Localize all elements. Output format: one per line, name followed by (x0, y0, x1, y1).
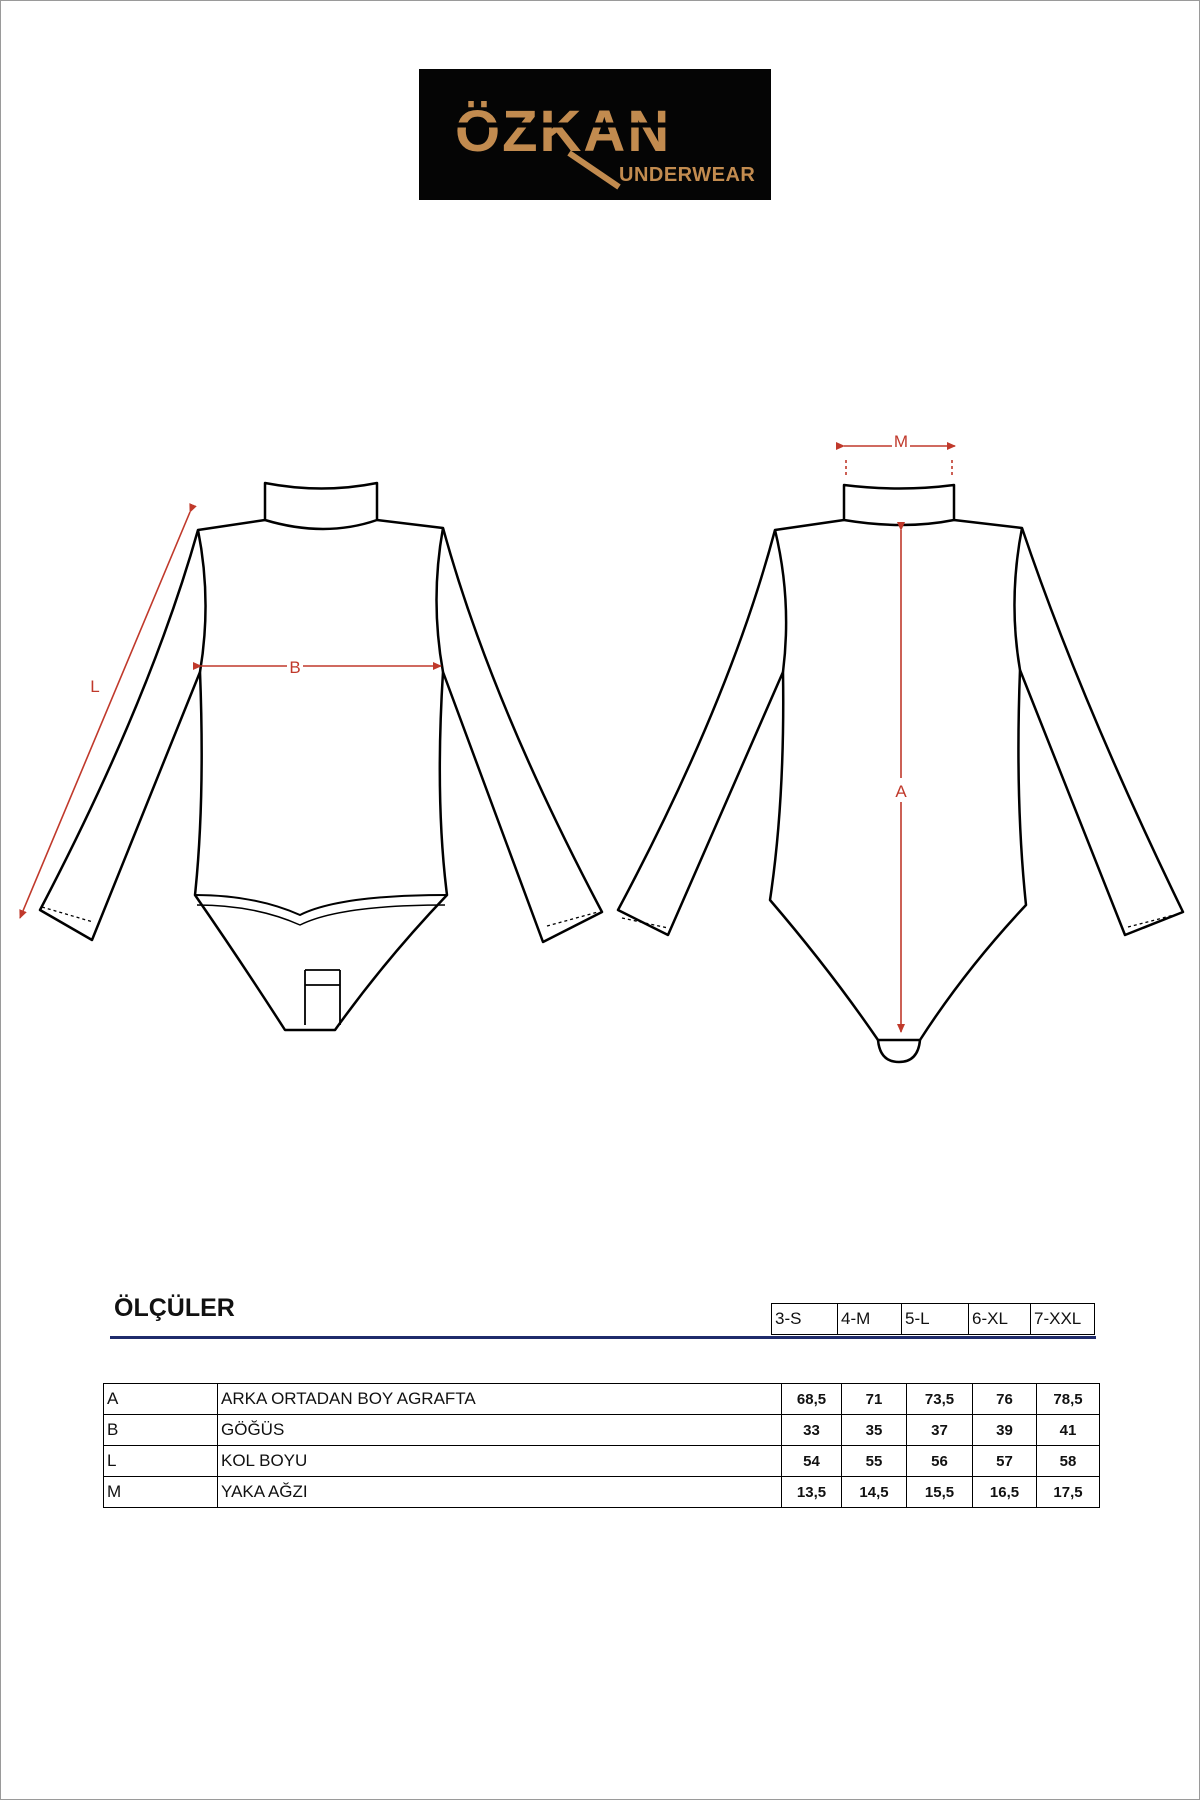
measure-value: 56 (907, 1446, 973, 1477)
back-armhole-left (775, 530, 786, 672)
front-armhole-left (198, 530, 206, 672)
measure-name: ARKA ORTADAN BOY AGRAFTA (218, 1384, 782, 1415)
measure-value: 71 (842, 1384, 907, 1415)
sleeve-length-arrow-L (20, 512, 190, 918)
measure-name: KOL BOYU (218, 1446, 782, 1477)
measure-name: YAKA AĞZI (218, 1477, 782, 1508)
measure-value: 17,5 (1037, 1477, 1100, 1508)
front-view (40, 483, 602, 1030)
measure-code: M (104, 1477, 218, 1508)
table-row (104, 1384, 1100, 1415)
measure-value: 13,5 (782, 1477, 842, 1508)
measure-value: 41 (1037, 1415, 1100, 1446)
size-label: 3-S (772, 1304, 838, 1335)
size-chart-title: ÖLÇÜLER (114, 1294, 235, 1322)
brand-tagline: UNDERWEAR (619, 164, 756, 186)
measure-code: A (104, 1384, 218, 1415)
measure-value: 16,5 (973, 1477, 1037, 1508)
measure-code: L (104, 1446, 218, 1477)
measure-value: 15,5 (907, 1477, 973, 1508)
measure-value: 76 (973, 1384, 1037, 1415)
measure-value: 37 (907, 1415, 973, 1446)
label-M: M (893, 432, 909, 451)
measure-value: 68,5 (782, 1384, 842, 1415)
front-body-outline (40, 520, 602, 1030)
measure-value: 54 (782, 1446, 842, 1477)
measure-value: 55 (842, 1446, 907, 1477)
table-row (104, 1446, 1100, 1477)
front-gusset (305, 970, 340, 1025)
title-rule (110, 1336, 1096, 1339)
back-crotch-band (878, 1040, 920, 1062)
measure-value: 73,5 (907, 1384, 973, 1415)
table-row (104, 1477, 1100, 1508)
front-dimensions (20, 512, 441, 918)
size-label: 6-XL (969, 1304, 1031, 1335)
size-header-row (772, 1304, 1095, 1335)
label-L: L (90, 677, 100, 696)
measure-value: 57 (973, 1446, 1037, 1477)
measure-value: 39 (973, 1415, 1037, 1446)
brand-name: ÖZKAN (455, 99, 672, 164)
measure-value: 78,5 (1037, 1384, 1100, 1415)
back-collar (844, 485, 954, 525)
measurement-table (103, 1383, 1100, 1508)
size-label: 5-L (902, 1304, 969, 1335)
size-header (771, 1303, 1095, 1335)
front-armhole-right (437, 528, 444, 672)
measure-name: GÖĞÜS (218, 1415, 782, 1446)
measure-value: 35 (842, 1415, 907, 1446)
measure-code: B (104, 1415, 218, 1446)
size-label: 4-M (838, 1304, 902, 1335)
measure-value: 58 (1037, 1446, 1100, 1477)
back-armhole-right (1014, 528, 1022, 670)
measure-value: 33 (782, 1415, 842, 1446)
measure-value: 14,5 (842, 1477, 907, 1508)
size-label: 7-XXL (1031, 1304, 1095, 1335)
table-row (104, 1415, 1100, 1446)
front-collar (265, 483, 377, 529)
label-A: A (895, 782, 907, 801)
back-dimensions (844, 446, 955, 1032)
label-B: B (289, 658, 301, 677)
